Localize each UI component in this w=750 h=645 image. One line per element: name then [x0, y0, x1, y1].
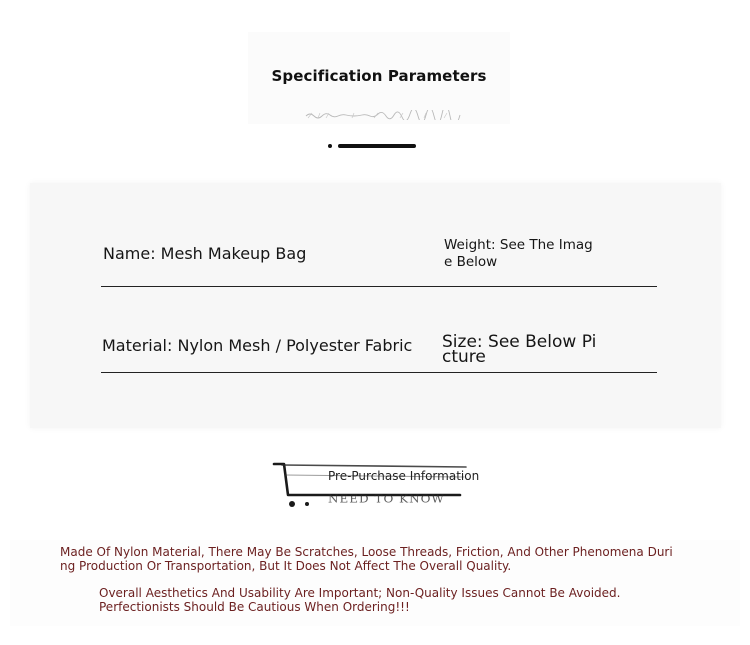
spec-name: Name: Mesh Makeup Bag	[103, 244, 307, 263]
spec-size: Size: See Below Picture	[442, 332, 597, 367]
page-title: Specification Parameters	[271, 67, 487, 85]
spec-header	[248, 32, 510, 124]
decorative-scribble	[304, 110, 462, 120]
spec-panel	[30, 183, 721, 428]
note-paragraph: Made Of Nylon Material, There May Be Scratches, Loose Threads, Friction, And Other Phenomena During Production Or Transportation, But It Does Not Affect The Overall Quality.	[60, 545, 673, 573]
row-divider	[101, 372, 657, 373]
notes-area	[10, 540, 740, 626]
note-paragraph: Overall Aesthetics And Usability Are Important; Non-Quality Issues Cannot Be Avoided. Perfectionists Should Be Cautious When Ordering!!!	[99, 586, 621, 614]
need-to-know-handwriting: NEED TO KNOW	[328, 492, 445, 506]
carousel-dot-indicator	[328, 144, 332, 148]
carousel-active-indicator	[338, 144, 416, 148]
pre-purchase-label: Pre-Purchase Information	[328, 469, 480, 483]
spec-material: Material: Nylon Mesh / Polyester Fabric	[102, 336, 413, 355]
pre-purchase-banner	[270, 457, 478, 513]
row-divider	[101, 286, 657, 287]
spec-weight: Weight: See The Image Below	[444, 237, 593, 270]
